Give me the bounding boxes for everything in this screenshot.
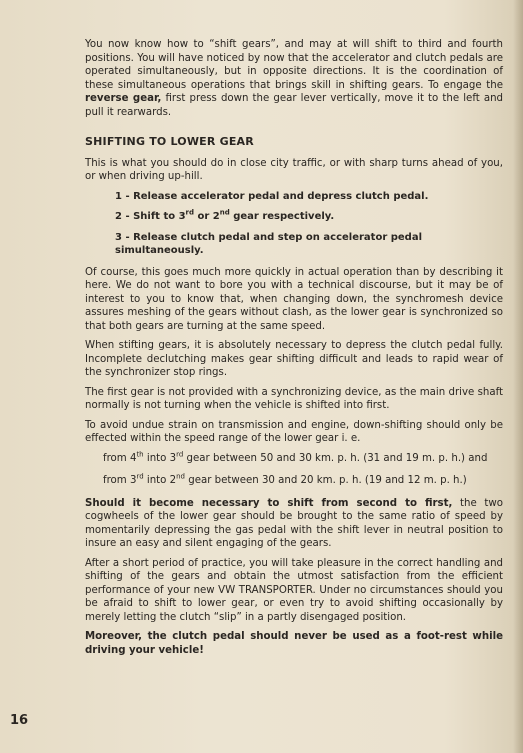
speed-mid: into 3 <box>143 452 177 464</box>
step-2 <box>115 210 503 224</box>
step-1 <box>115 190 503 204</box>
paragraph-2: Of course, this goes much more quickly in actual operation than by describing it here. We do not want to bore you with a technical discourse, but it may be of interest to you to know that, when changing down, the synchromesh device assures meshing of the gears without clash, as the lower gear is synchronized so that both gears are turning at the same speed. <box>85 266 503 332</box>
page-content <box>85 38 503 663</box>
speed-post: gear between 30 and 20 km. p. h. (19 and 12 m. p. h.) <box>185 475 467 486</box>
paragraph-6 <box>85 497 503 551</box>
intro-text: You now know how to “shift gears”, and may at will shift to third and fourth positions. You will have noticed by now that the accelerator and clutch pedals are operated simultaneously, but in opposite directions. It is the coordination of these simultaneous operations that brings skill in shifting gears. To engage the <box>85 39 503 91</box>
paragraph-7: After a short period of practice, you will take pleasure in the correct handling and shifting of the gears and obtain the utmost satisfaction from the efficient performance of your new VW TRANSPORTER. Under no circumstances should you be afraid to shift to lower gear, or even try to avoid shifting occasionally by merely letting the clutch “slip” in a partly disengaged position. <box>85 557 503 623</box>
paragraph-6-bold: Should it become necessary to shift from second to first, <box>85 497 453 509</box>
section-heading: SHIFTING TO LOWER GEAR <box>85 135 254 148</box>
intro-paragraph <box>85 38 503 119</box>
step-sup-2: nd <box>219 208 230 217</box>
paragraph-3: When stifting gears, it is absolutely necessary to depress the clutch pedal fully. Incomplete declutching makes gear shifting difficult and leads to rapid wear of the synchronizer stop rings. <box>85 340 503 378</box>
step-number: 3 - <box>115 231 130 243</box>
speed-sup-1: rd <box>136 472 144 481</box>
step-text: Release accelerator pedal and depress clutch pedal. <box>133 190 429 202</box>
speed-post: gear between 50 and 30 km. p. h. (31 and 19 m. p. h.) and <box>183 452 488 464</box>
intro-tail-text: first press down the gear lever vertically, move it to the left and pull it rearwards. <box>85 93 503 118</box>
speed-ranges <box>85 452 503 488</box>
step-text-post: gear respectively. <box>229 211 335 222</box>
steps-list <box>85 190 503 258</box>
speed-pre: from 3 <box>103 475 137 486</box>
paragraph-8: Moreover, the clutch pedal should never be used as a foot-rest while driving your vehicle! <box>85 631 503 656</box>
paragraph-5: To avoid undue strain on transmission and engine, down-shifting should only be effected within the speed range of the lower gear i. e. <box>85 419 503 444</box>
step-sup-1: rd <box>185 208 194 217</box>
paragraph-1: This is what you should do in close city traffic, or with sharp turns ahead of you, or when driving up-hill. <box>85 157 503 182</box>
step-number: 1 - <box>115 190 130 202</box>
speed-mid: into 2 <box>143 475 177 486</box>
speed-range-1 <box>103 452 503 466</box>
speed-sup-2: rd <box>176 450 184 459</box>
speed-pre: from 4 <box>103 452 137 464</box>
step-text-pre: Shift to 3 <box>133 211 186 222</box>
step-3 <box>115 231 503 258</box>
speed-sup-2: nd <box>176 472 186 481</box>
paragraph-6-text: the two cogwheels of the lower gear should be brought to the same ratio of speed by momentarily depressing the gas pedal with the shift lever in neutral position to insure an easy and silent engaging of the gears. <box>85 497 503 549</box>
step-number: 2 - <box>115 211 130 222</box>
intro-bold-text: reverse gear, <box>85 93 162 104</box>
speed-range-2 <box>103 474 503 488</box>
speed-sup-1: th <box>136 450 144 459</box>
step-text-mid: or 2 <box>194 211 220 222</box>
page-number: 16 <box>10 713 29 728</box>
step-text: Release clutch pedal and step on accelerator pedal simultaneously. <box>115 231 423 256</box>
paragraph-4: The first gear is not provided with a synchronizing device, as the main drive shaft normally is not turning when the vehicle is shifted into first. <box>85 386 503 411</box>
page-spine-shadow <box>513 0 523 753</box>
